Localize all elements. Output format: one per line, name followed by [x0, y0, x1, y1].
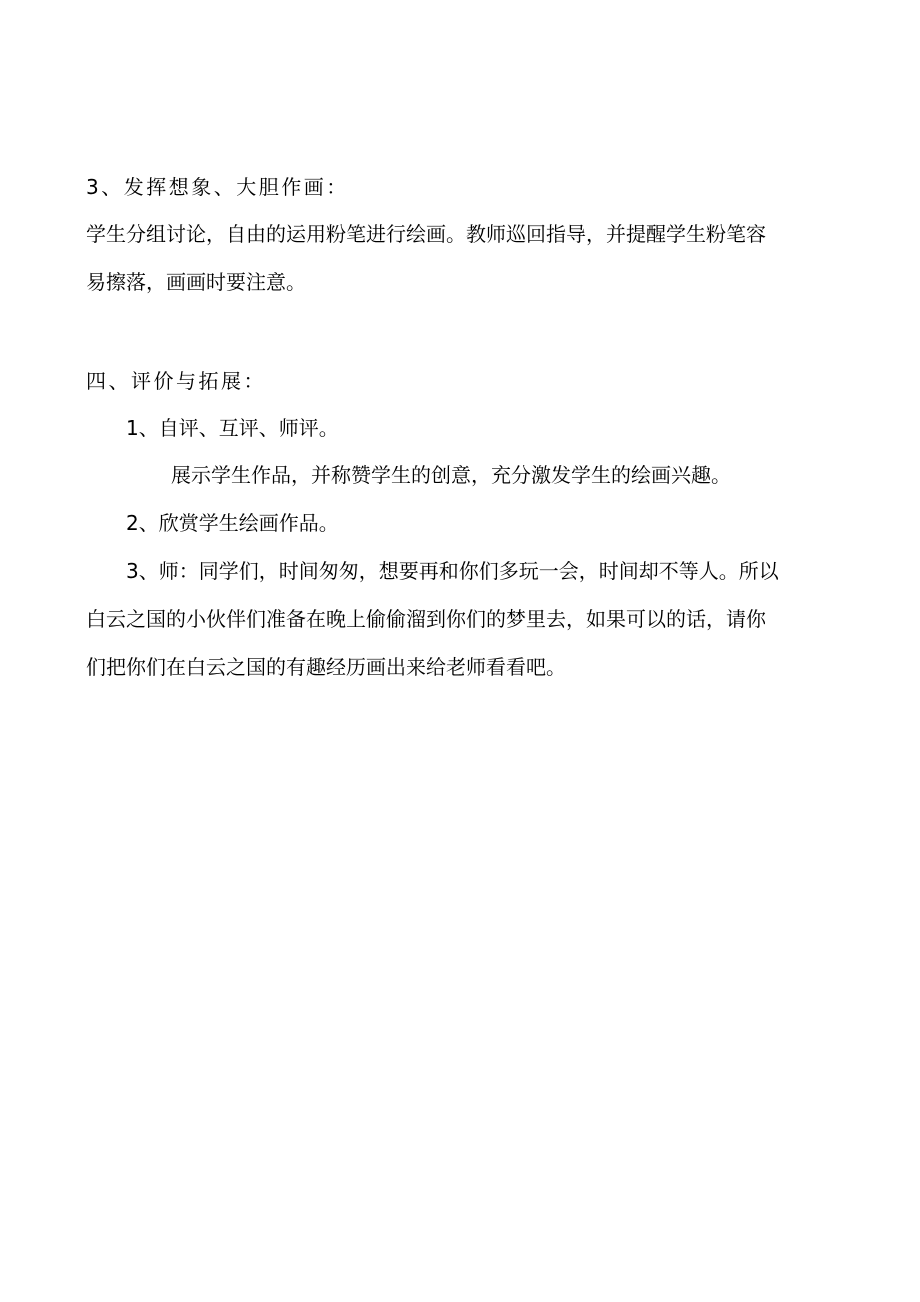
paragraph-line: 3、师：同学们，时间匆匆，想要再和你们多玩一会，时间却不等人。所以 [126, 559, 779, 583]
section-heading-evaluation: 四、评价与拓展： [86, 369, 266, 393]
paragraph-line: 易擦落，画画时要注意。 [86, 270, 306, 294]
list-item-label: 2、欣赏学生绘画作品。 [126, 511, 339, 535]
paragraph-line: 们把你们在白云之国的有趣经历画出来给老师看看吧。 [86, 655, 566, 679]
list-item-label: 1、自评、互评、师评。 [126, 416, 339, 440]
section-heading-imagine-draw: 3、发挥想象、大胆作画： [86, 175, 349, 199]
list-item-detail: 展示学生作品，并称赞学生的创意，充分激发学生的绘画兴趣。 [171, 463, 731, 487]
paragraph-line: 学生分组讨论，自由的运用粉笔进行绘画。教师巡回指导，并提醒学生粉笔容 [86, 222, 766, 246]
paragraph-line: 白云之国的小伙伴们准备在晚上偷偷溜到你们的梦里去，如果可以的话，请你 [86, 607, 766, 631]
